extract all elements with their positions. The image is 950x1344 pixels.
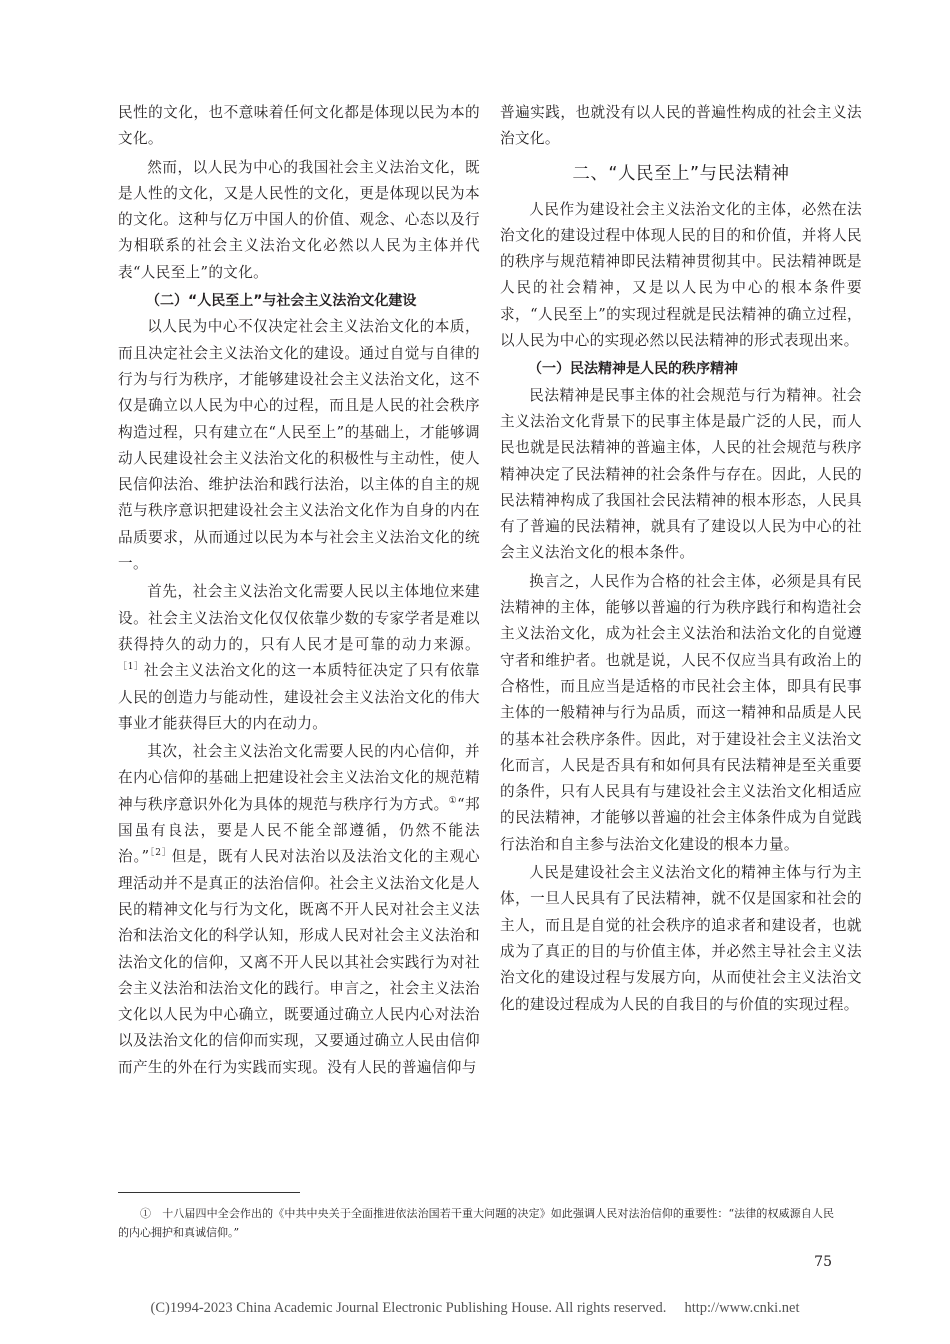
right-paragraph-2: 人民作为建设社会主义法治文化的主体，必然在法治文化的建设过程中体现人民的目的和价值，并将人民的秩序与规范精神即民法精神贯彻其中。民法精神既是人民的社会精神，又是以人民为中心的根本条件要求，“人民至上”的实现过程就是民法精神的确立过程，以人民为中心的实现必然以民法精神的形式表现出来。 [500, 200, 862, 350]
citation-ref-1[interactable]: ［1］ [118, 662, 144, 673]
left-paragraph-5 [118, 739, 480, 1081]
left-column [118, 100, 480, 1083]
subsection-heading-1: （一）民法精神是人民的秩序精神 [528, 361, 738, 378]
left-paragraph-4 [118, 579, 480, 737]
left-paragraph-4-text-b: 社会主义法治文化的这一本质特征决定了只有依靠人民的创造力与能动性，建设社会主义法治文化的伟大事业才能获得巨大的内在动力。 [118, 662, 481, 732]
right-column [500, 100, 862, 1020]
left-paragraph-5-text-b: “邦国虽有良法，要是人民不能全部遵循，仍然不能法治。” [118, 795, 480, 866]
footnote-1: ① 十八届四中全会作出的《中共中央关于全面推进依法治国若干重大问题的决定》如此强调人民对法治信仰的重要性：“法律的权威源自人民的内心拥护和真诚信仰。” [118, 1207, 834, 1239]
left-paragraph-3: 以人民为中心不仅决定社会主义法治文化的本质，而且决定社会主义法治文化的建设。通过自觉与自律的行为与行为秩序，才能够建设社会主义法治文化，这不仅是确立以人民为中心的过程，而且是人民的社会秩序构造过程，只有建立在“人民至上”的基础上，才能够调动人民建设社会主义法治文化的积极性与主动性，使人民信仰法治、维护法治和践行法治，以主体的自主的规范与秩序意识把建设社会主义法治文化作为自身的内在品质要求，从而通过以民为本与社会主义法治文化的统一。 [118, 318, 480, 573]
copyright-notice: (C)1994-2023 China Academic Journal Electronic Publishing House. All rights reserved. http://www.cnki.net [150, 1300, 800, 1316]
right-paragraph-5: 人民是建设社会主义法治文化的精神主体与行为主体，一旦人民具有了民法精神，就不仅是国家和社会的主人，而且是自觉的社会秩序的追求者和建设者，也就成为了真正的目的与价值主体，并必然主导社会主义法治文化的建设过程与发展方向，从而使社会主义法治文化的建设过程成为人民的自我目的与价值的实现过程。 [500, 864, 862, 1013]
left-paragraph-4-text-a: 首先，社会主义法治文化需要人民以主体地位来建设。社会主义法治文化仅仅依靠少数的专家学者是难以获得持久的动力的，只有人民才是可靠的动力来源。 [118, 583, 480, 653]
subsection-heading-2: （二）“人民至上”与社会主义法治文化建设 [146, 293, 417, 310]
left-paragraph-2: 然而，以人民为中心的我国社会主义法治文化，既是人性的文化，又是人民性的文化，更是体现以民为本的文化。这种与亿万中国人的价值、观念、心态以及行为相联系的社会主义法治文化必然以人民为主体并代表“人民至上”的文化。 [118, 158, 480, 281]
page-number: 75 [814, 1254, 832, 1270]
left-paragraph-1: 民性的文化，也不意味着任何文化都是体现以民为本的文化。 [118, 104, 480, 148]
right-paragraph-3: 民法精神是民事主体的社会规范与行为精神。社会主义法治文化背景下的民事主体是最广泛的人民，而人民也就是民法精神的普遍主体，人民的社会规范与秩序精神决定了民法精神的社会条件与存在。因此，人民的民法精神构成了我国社会民法精神的根本形态，人民具有了普遍的民法精神，就具有了建设以人民为中心的社会主义法治文化的根本条件。 [500, 386, 862, 562]
section-heading-2: 二、“人民至上”与民法精神 [572, 163, 790, 184]
citation-ref-2[interactable]: ［2］ [149, 848, 172, 859]
footnote-divider [118, 1192, 300, 1193]
left-paragraph-5-text-c: 但是，既有人民对法治以及法治文化的主观心理活动并不是真正的法治信仰。社会主义法治文化是人民的精神文化与行为文化，既离不开人民对社会主义法治和法治文化的科学认知，形成人民对社会主义法治和法治文化的信仰，又离不开人民以其社会实践行为对社会主义法治和法治文化的践行。申言之，社会主义法治文化以人民为中心确立，既要通过确立人民内心对法治以及法治文化的信仰而实现，又要通过确立人民由信仰而产生的外在行为实践而实现。没有人民的普遍信仰与 [118, 848, 480, 1076]
right-paragraph-1: 普遍实践，也就没有以人民的普遍性构成的社会主义法治文化。 [500, 104, 862, 148]
right-paragraph-4: 换言之，人民作为合格的社会主体，必须是具有民法精神的主体，能够以普遍的行为秩序践行和构造社会主义法治文化，成为社会主义法治和法治文化的自觉遵守者和维护者。也就是说，人民不仅应当具有政治上的合格性，而且应当是适格的市民社会主体，即具有民事主体的一般精神与行为品质，而这一精神和品质是人民的基本社会秩序条件。因此，对于建设社会主义法治文化而言，人民是否具有和如何具有民法精神是至关重要的条件，只有人民具有与建设社会主义法治文化相适应的民法精神，才能够以普遍的社会主体条件成为自觉践行法治和自主参与法治文化建设的根本力量。 [500, 572, 862, 853]
left-paragraph-5-text-a: 其次，社会主义法治文化需要人民的内心信仰，并在内心信仰的基础上把建设社会主义法治文化的规范精神与秩序意识外化为具体的规范与秩序行为方式。 [118, 743, 480, 813]
footnote-marker-1[interactable]: ① [448, 795, 458, 806]
